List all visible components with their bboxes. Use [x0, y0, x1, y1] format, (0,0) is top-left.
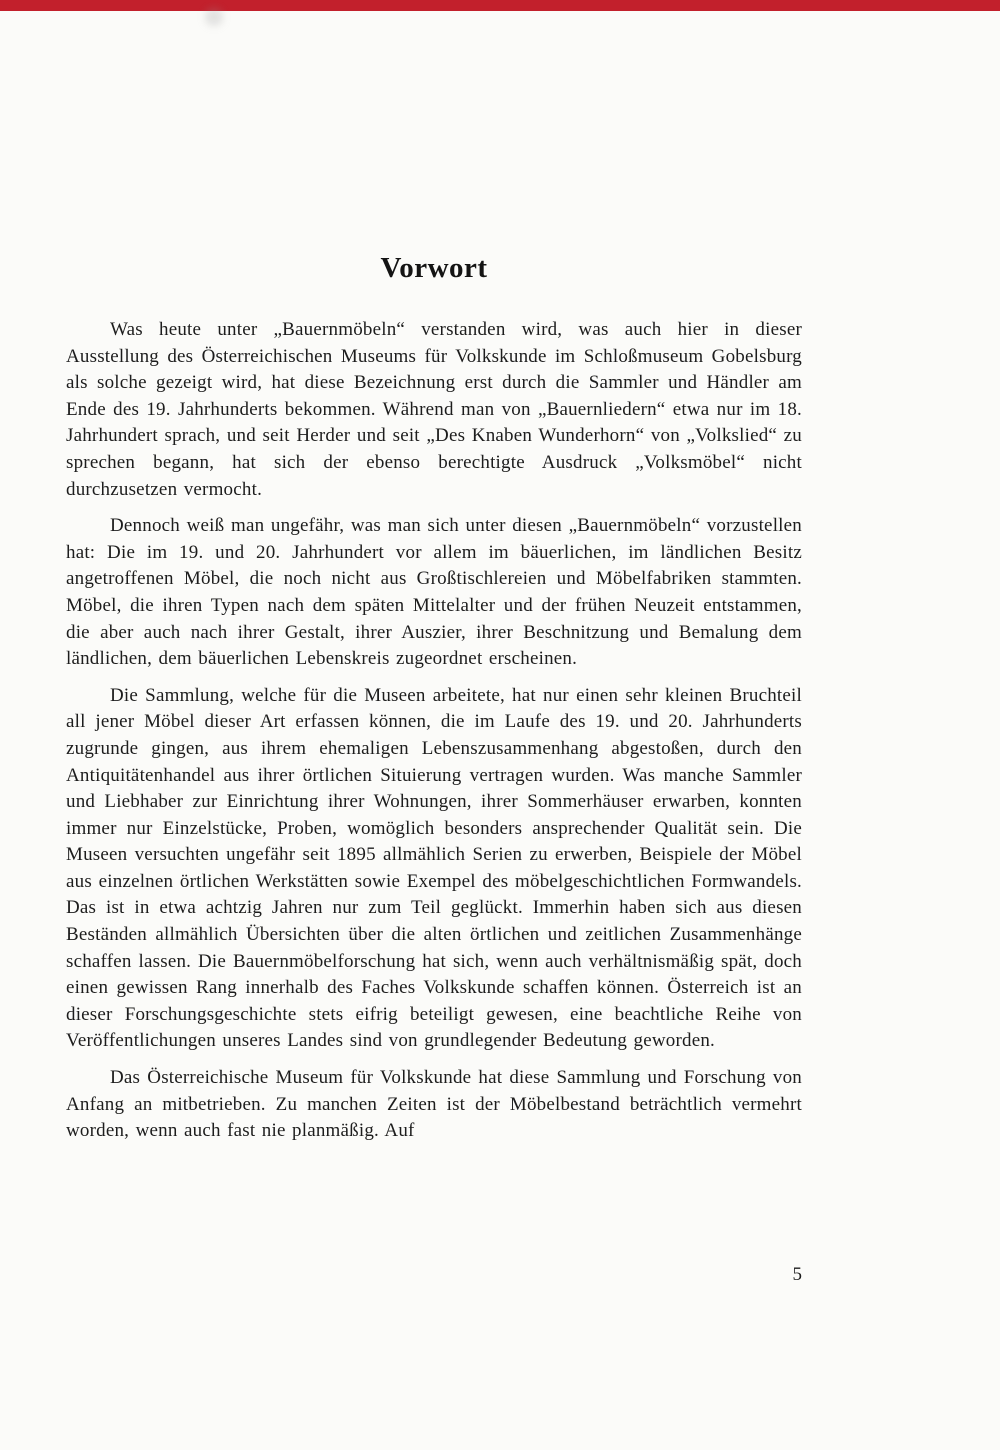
page-content: [66, 252, 802, 1145]
top-edge-strip: [0, 0, 1000, 11]
page-title: Vorwort: [380, 252, 488, 284]
paragraph-4: Das Österreichische Museum für Volkskunde hat diese Sammlung und Forschung von Anfang an mitbetrieben. Zu manchen Zeiten ist der Möbelbestand beträchtlich vermehrt worden, wenn auch fast nie planmäßig. Auf: [66, 1067, 802, 1142]
paragraph-2: Dennoch weiß man ungefähr, was man sich unter diesen „Bauernmöbeln“ vorzustellen hat: Die im 19. und 20. Jahrhundert vor allem im bäuerlichen, im ländlichen Besitz angetroffenen Möbel, die noch nicht aus Großtischlereien und Möbelfabriken stammten. Möbel, die ihren Typen nach dem späten Mittelalter und der frühen Neuzeit entstammen, die aber auch nach ihrer Gestalt, ihrer Auszier, ihrer Beschnitzung und Bemalung dem ländlichen, dem bäuerlichen Lebenskreis zugeordnet erscheinen.: [66, 515, 802, 670]
body-text: [66, 317, 802, 1145]
paragraph-3: Die Sammlung, welche für die Museen arbeitete, hat nur einen sehr kleinen Bruchteil all jener Möbel dieser Art erfassen können, die im Laufe des 19. und 20. Jahrhunderts zugrunde gingen, aus ihrem ehemaligen Lebenszusammenhang abgestoßen, durch den Antiquitätenhandel aus ihrer örtlichen Situierung vertragen wurden. Was manche Sammler und Liebhaber zur Einrichtung ihrer Wohnungen, ihrer Sommerhäuser erwarben, konnten immer nur Einzelstücke, Proben, womöglich besonders ansprechender Qualität sein. Die Museen versuchten ungefähr seit 1895 allmählich Serien zu erwerben, Beispiele der Möbel aus einzelnen örtlichen Werkstätten sowie Exempel des möbelgeschichtlichen Formwandels. Das ist in etwa achtzig Jahren nur zum Teil geglückt. Immerhin haben sich aus diesen Beständen allmählich Übersichten über die alten örtlichen und zeitlichen Zusammenhänge schaffen lassen. Die Bauernmöbelforschung hat sich, wenn auch verhältnismäßig spät, doch einen gewissen Rang innerhalb des Faches Volkskunde schaffen können. Österreich ist an dieser Forschungsgeschichte stets eifrig beteiligt gewesen, eine beachtliche Reihe von Veröffentlichungen unseres Landes sind von grundlegender Bedeutung geworden.: [66, 684, 802, 1052]
scan-smudge: [205, 8, 223, 26]
page-number: 5: [792, 1264, 802, 1285]
paragraph-1: Was heute unter „Bauernmöbeln“ verstanden wird, was auch hier in dieser Ausstellung des Österreichischen Museums für Volkskunde im Schloßmuseum Gobelsburg als solche gezeigt wird, hat diese Bezeichnung erst durch die Sammler und Händler am Ende des 19. Jahrhunderts bekommen. Während man von „Bauernliedern“ etwa nur im 18. Jahrhundert sprach, und seit Herder und seit „Des Knaben Wunderhorn“ von „Volkslied“ zu sprechen begann, hat sich der ebenso berechtigte Ausdruck „Volksmöbel“ nicht durchzusetzen vermocht.: [66, 319, 802, 500]
